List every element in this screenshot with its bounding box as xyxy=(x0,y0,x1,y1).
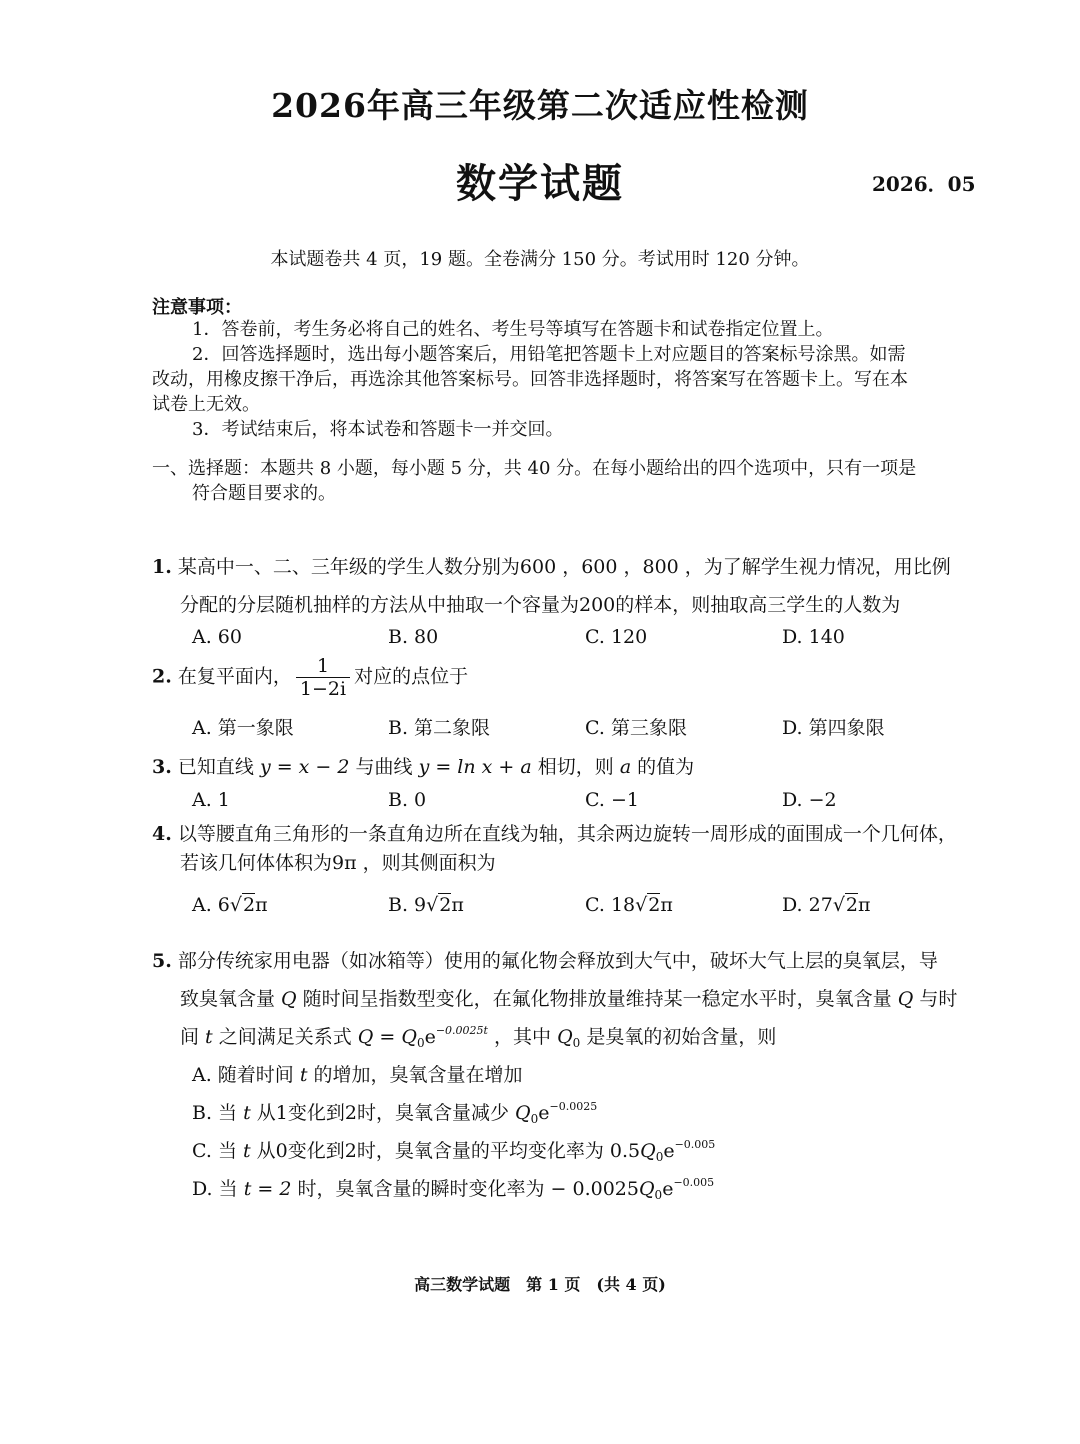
q2-option-b: B. 第二象限 xyxy=(388,717,491,739)
question-text: 与时 xyxy=(913,988,958,1010)
section1-heading-line2: 符合题目要求的。 xyxy=(192,483,336,504)
q3-option-c: C. −1 xyxy=(585,789,639,811)
math-variable: Q xyxy=(515,1102,531,1124)
q1-option-a: A. 60 xyxy=(192,626,242,648)
option-label: C. xyxy=(192,1140,212,1162)
question-text: 对应的点位于 xyxy=(354,665,469,688)
exam-info: 本试题卷共 4 页，19 题。全卷满分 150 分。考试用时 120 分钟。 xyxy=(270,249,810,270)
math-variable: t xyxy=(243,1102,251,1124)
question-text: ，其中 xyxy=(487,1026,558,1048)
math-superscript: −0.0025 xyxy=(549,1100,598,1113)
q5-option-b xyxy=(192,1098,597,1126)
option-text: 时，臭氧含量的瞬时变化率为 − 0.0025 xyxy=(291,1178,639,1200)
math-formula: Q = Q xyxy=(357,1026,417,1048)
math-expression: a xyxy=(619,756,632,778)
option-text: 当 xyxy=(212,1102,244,1124)
section1-heading: 一、选择题：本题共 8 小题，每小题 5 分，共 40 分。在每小题给出的四个选项中，只有一项是 xyxy=(152,458,917,479)
page-footer: 高三数学试题 第 1 页 (共 4 页) xyxy=(414,1275,666,1294)
note-2-line3: 试卷上无效。 xyxy=(152,394,260,415)
q1-option-b: B. 80 xyxy=(388,626,439,648)
question-text: 相切，则 xyxy=(531,756,620,778)
sqrt-symbol: √2 xyxy=(229,894,256,916)
math-variable: Q xyxy=(557,1026,573,1048)
question-number: 1. xyxy=(152,556,172,578)
fraction xyxy=(296,655,350,700)
question-5-line3 xyxy=(180,1022,776,1050)
question-5-line2 xyxy=(180,984,957,1011)
question-text: 的值为 xyxy=(631,756,695,778)
math-variable: t xyxy=(299,1064,308,1086)
question-number: 2. xyxy=(152,665,172,688)
math-subscript: 0 xyxy=(572,1036,581,1050)
option-label: D. 27 xyxy=(782,894,833,916)
pi-symbol: π xyxy=(255,894,268,916)
math-expression: y = ln x + a xyxy=(418,756,532,778)
option-text: 的增加，臭氧含量在增加 xyxy=(307,1064,523,1086)
math-variable: t xyxy=(205,1026,213,1048)
math-expression: t = 2 xyxy=(243,1178,292,1200)
math-superscript: −0.005 xyxy=(674,1138,716,1151)
pi-symbol: π xyxy=(451,894,464,916)
fraction-numerator: 1 xyxy=(316,655,330,677)
radicand: 2 xyxy=(845,894,859,916)
q3-option-d: D. −2 xyxy=(782,789,837,811)
question-text: 是臭氧的初始含量，则 xyxy=(580,1026,777,1048)
note-3: 3．考试结束后，将本试卷和答题卡一并交回。 xyxy=(192,419,564,440)
math-variable: Q xyxy=(638,1178,655,1200)
q1-option-c: C. 120 xyxy=(585,626,648,648)
option-text: 随着时间 xyxy=(211,1064,300,1086)
q1-option-d: D. 140 xyxy=(782,626,845,648)
fraction-denominator: 1−2i xyxy=(296,677,350,700)
question-4-line2: 若该几何体体积为9π ，则其侧面积为 xyxy=(180,852,496,874)
question-1-line2: 分配的分层随机抽样的方法从中抽取一个容量为200的样本，则抽取高三学生的人数为 xyxy=(180,594,901,616)
option-label: B. xyxy=(192,1102,213,1124)
note-2-line1: 2．回答选择题时，选出每小题答案后，用铅笔把答题卡上对应题目的答案标号涂黑。如需 xyxy=(192,344,906,365)
math-variable: e xyxy=(663,1140,675,1162)
q5-option-c xyxy=(192,1136,715,1164)
sqrt-symbol: √2 xyxy=(832,894,859,916)
q5-option-a xyxy=(192,1060,523,1087)
option-text: 从1变化到2时，臭氧含量减少 xyxy=(250,1102,516,1124)
option-label: C. 18 xyxy=(585,894,636,916)
question-3 xyxy=(152,752,694,779)
q4-option-d xyxy=(782,894,871,916)
q3-option-a: A. 1 xyxy=(192,789,230,811)
radicand: 2 xyxy=(243,894,256,916)
question-1-line1 xyxy=(152,552,951,579)
option-text: 当 xyxy=(211,1140,243,1162)
pi-symbol: π xyxy=(858,894,871,916)
question-text: 部分传统家用电器（如冰箱等）使用的氟化物会释放到大气中，破坏大气上层的臭氧层，导 xyxy=(177,950,938,972)
q3-option-b: B. 0 xyxy=(388,789,427,811)
math-variable: e xyxy=(538,1102,550,1124)
math-expression: y = x − 2 xyxy=(259,756,350,778)
math-variable: Q xyxy=(281,988,297,1010)
note-2-line2: 改动，用橡皮擦干净后，再选涂其他答案标号。回答非选择题时，将答案写在答题卡上。写在本 xyxy=(152,369,908,390)
math-superscript: −0.0025t xyxy=(435,1024,488,1037)
question-text: 随时间呈指数型变化，在氟化物排放量维持某一稳定水平时，臭氧含量 xyxy=(296,988,898,1010)
question-text: 在复平面内， xyxy=(177,665,292,688)
option-label: B. 9 xyxy=(388,894,427,916)
question-5-line1 xyxy=(152,946,938,973)
radicand: 2 xyxy=(439,894,452,916)
exam-title: 2026年高三年级第二次适应性检测 xyxy=(271,86,809,125)
exam-subtitle: 数学试题 xyxy=(456,160,624,207)
q4-option-a xyxy=(192,894,268,916)
radicand: 2 xyxy=(648,894,661,916)
option-text: 当 xyxy=(212,1178,244,1200)
note-1: 1．答卷前，考生务必将自己的姓名、考生号等填写在答题卡和试卷指定位置上。 xyxy=(192,319,834,340)
question-text: 与曲线 xyxy=(349,756,419,778)
q2-option-c: C. 第三象限 xyxy=(585,717,687,739)
math-variable: Q xyxy=(640,1140,656,1162)
sqrt-symbol: √2 xyxy=(426,894,452,916)
q4-option-b xyxy=(388,894,464,916)
question-4-line1 xyxy=(152,819,957,846)
q2-option-d: D. 第四象限 xyxy=(782,717,885,739)
math-variable: e xyxy=(662,1178,674,1200)
math-subscript: 0 xyxy=(530,1112,539,1126)
math-subscript: 0 xyxy=(416,1036,425,1050)
question-text: 以等腰直角三角形的一条直角边所在直线为轴，其余两边旋转一周形成的面围成一个几何体， xyxy=(177,823,957,845)
math-subscript: 0 xyxy=(654,1188,663,1202)
question-text: 之间满足关系式 xyxy=(212,1026,358,1048)
question-number: 5. xyxy=(152,950,172,972)
sqrt-symbol: √2 xyxy=(635,894,661,916)
question-text: 致臭氧含量 xyxy=(180,988,282,1010)
option-text: 从0变化到2时，臭氧含量的平均变化率为 0.5 xyxy=(250,1140,641,1162)
option-label: D. xyxy=(192,1178,213,1200)
pi-symbol: π xyxy=(660,894,673,916)
q4-option-c xyxy=(585,894,673,916)
question-text: 已知直线 xyxy=(177,756,260,778)
math-superscript: −0.005 xyxy=(673,1176,715,1189)
question-number: 3. xyxy=(152,756,172,778)
math-variable: t xyxy=(243,1140,251,1162)
question-text: 某高中一、二、三年级的学生人数分别为600 ，600 ，800 ，为了解学生视力情况，用比例 xyxy=(177,556,951,578)
q5-option-d xyxy=(192,1174,714,1202)
question-2 xyxy=(152,655,468,700)
option-label: A. xyxy=(192,1064,212,1086)
notes-heading: 注意事项： xyxy=(152,297,242,318)
math-subscript: 0 xyxy=(655,1150,664,1164)
question-number: 4. xyxy=(152,823,172,845)
option-label: A. 6 xyxy=(192,894,230,916)
question-text: 间 xyxy=(180,1026,206,1048)
math-variable: e xyxy=(424,1026,436,1048)
exam-date: 2026．05 xyxy=(872,172,976,196)
math-variable: Q xyxy=(897,988,914,1010)
q2-option-a: A. 第一象限 xyxy=(192,717,294,739)
